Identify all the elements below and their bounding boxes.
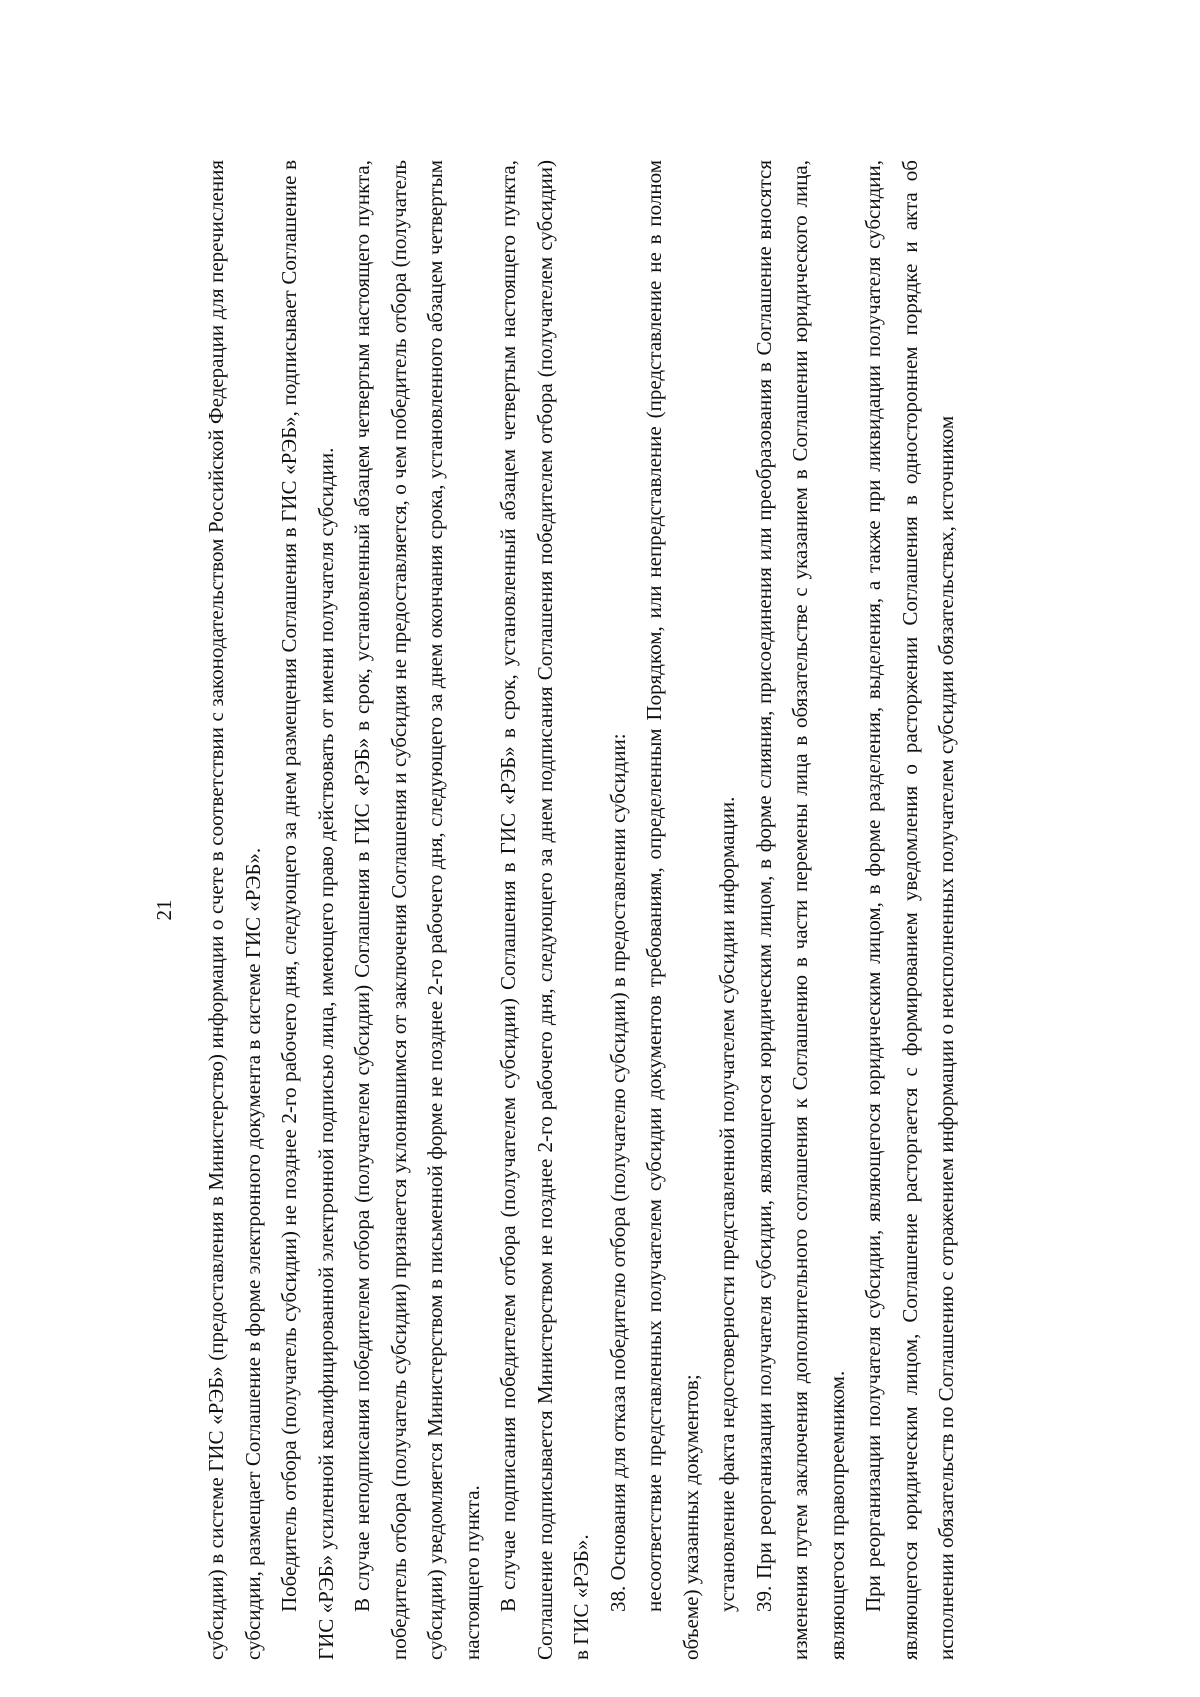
paragraph: несоответствие представленных получателем субсидии документов требованиям, определенным Порядком, или непредставление (представление не в полном объеме) указанных документов; (642, 160, 703, 1660)
paragraph: Победитель отбора (получатель субсидии) не позднее 2-го рабочего дня, следующего за днем размещения Соглашения в ГИС «РЭБ», подписывает Соглашение в ГИС «РЭБ» усиленной квалифицированной электронной подписью лица, имеющего право действовать от имени получателя субсидии. (277, 160, 338, 1660)
paragraph: В случае подписания победителем отбора (получателем субсидии) Соглашения в ГИС «РЭБ» в срок, установленный абзацем четвертым настоящего пункта, Соглашение подписывается Министерством не позднее 2-го рабочего дня, следующего за днем подписания Соглашения победителем отбора (получателем субсидии) в ГИС «РЭБ». (496, 160, 593, 1660)
paragraph: В случае неподписания победителем отбора (получателем субсидии) Соглашения в ГИС «РЭБ» в срок, установленный абзацем четвертым настоящего пункта, победитель отбора (получатель субсидии) признается уклонившимся от заключения Соглашения и субсидия не предоставляется, о чем победитель отбора (получатель субсидии) уведомляется Министерством в письменной форме не позднее 2-го рабочего дня, следующего за днем окончания срока, установленного абзацем четвертым настоящего пункта. (350, 160, 484, 1660)
paragraph: установление факта недостоверности представленной получателем субсидии информации. (715, 796, 739, 1612)
page-number: 21 (152, 899, 176, 921)
paragraph: 38. Основания для отказа победителю отбора (получателю субсидии) в предоставлении субсидии: (605, 733, 630, 1612)
paragraph: субсидии) в системе ГИС «РЭБ» (предоставления в Министерство) информации о счете в соответствии с законодательством Российской Федерации для перечисления субсидии, размещает Соглашение в форме электронного документа в системе ГИС «РЭБ». (204, 160, 265, 1660)
paragraph: При реорганизации получателя субсидии, являющегося юридическим лицом, в форме разделения, выделения, а также при ликвидации получателя субсидии, являющегося юридическим лицом, Соглашение расторгается с формированием уведомления о расторжении Соглашения в одностороннем порядке и акта об исполнении обязательств по Соглашению с отражением информации о неисполненных получателем субсидии обязательствах, источником (861, 160, 958, 1660)
rotated-text-block (150, 160, 1030, 1660)
paragraph: 39. При реорганизации получателя субсидии, являющегося юридическим лицом, в форме слияния, присоединения или преобразования в Соглашение вносятся изменения путем заключения дополнительного соглашения к Соглашению в части перемены лица в обязательстве с указанием в Соглашении юридического лица, являющегося правопреемником. (751, 160, 849, 1660)
